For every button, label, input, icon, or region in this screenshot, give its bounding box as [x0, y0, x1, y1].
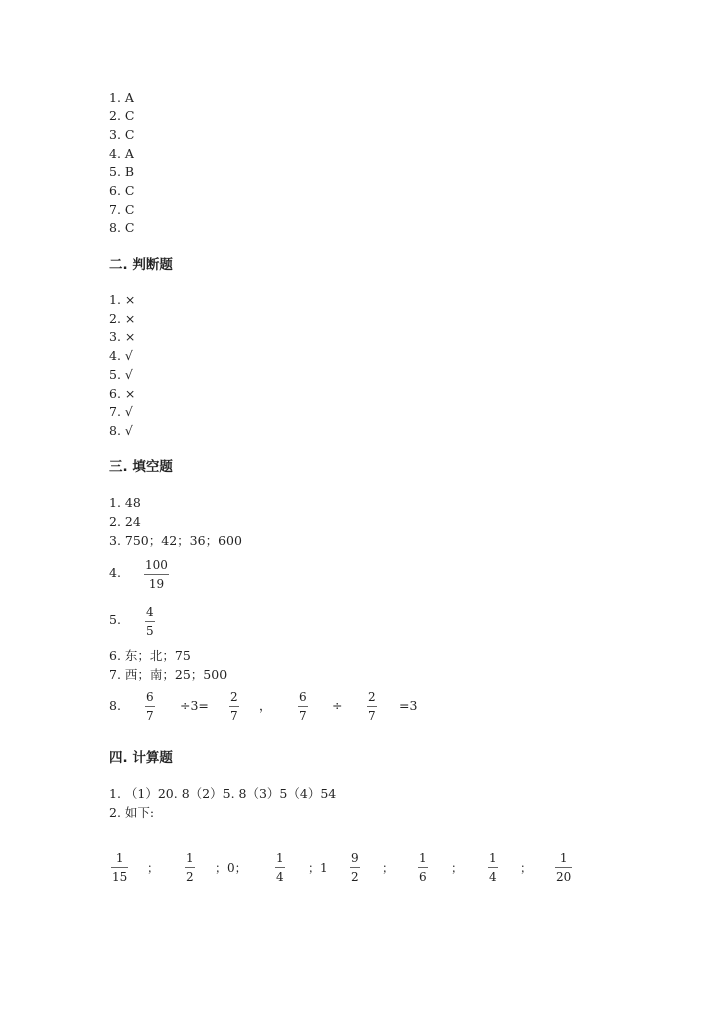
- fraction-numerator: 6: [146, 690, 154, 704]
- fraction-numerator: 4: [146, 605, 154, 619]
- fraction-denominator: 5: [146, 624, 154, 638]
- fraction-numerator: 1: [489, 851, 497, 865]
- s3-answer-5-fraction: [145, 605, 155, 638]
- section-title-judgement: 二. 判断题: [109, 257, 173, 273]
- s3-answer-8-result: =3: [399, 698, 418, 713]
- fraction-denominator: 2: [351, 870, 359, 884]
- s3-answer-7: 7. 西；南；25；500: [109, 667, 228, 682]
- fraction-bar: [185, 867, 195, 868]
- fraction-numerator: 6: [299, 690, 307, 704]
- fraction-bar: [488, 867, 498, 868]
- s1-answer-2: 2. C: [109, 108, 135, 123]
- s3-answer-8-fraction-3: [298, 690, 308, 723]
- fraction-numerator: 9: [351, 851, 359, 865]
- fraction-denominator: 2: [186, 870, 194, 884]
- s1-answer-4: 4. A: [109, 146, 134, 161]
- fraction-numerator: 1: [115, 851, 124, 865]
- s3-answer-8-op-divide: ÷: [332, 698, 343, 713]
- fraction-denominator: 7: [230, 709, 238, 723]
- fraction-bar: [145, 706, 155, 707]
- fraction-numerator: 1: [186, 851, 194, 865]
- s4-row-fraction-5: [418, 851, 428, 884]
- s2-answer-1: 1. ×: [109, 292, 136, 307]
- s4-row-separator-1: ；: [147, 861, 160, 875]
- s4-row-fraction-2: [185, 851, 195, 884]
- fraction-bar: [111, 867, 128, 868]
- s3-answer-2: 2. 24: [109, 514, 141, 529]
- fraction-denominator: 7: [299, 709, 307, 723]
- s4-row-separator-5: ；: [451, 861, 464, 875]
- fraction-denominator: 19: [148, 577, 165, 591]
- s4-row-fraction-6: [488, 851, 498, 884]
- section-title-calculation: 四. 计算题: [109, 750, 173, 766]
- fraction-bar: [555, 867, 572, 868]
- s4-row-separator-3: ；1: [308, 861, 328, 875]
- fraction-bar: [298, 706, 308, 707]
- fraction-denominator: 7: [146, 709, 154, 723]
- fraction-bar: [229, 706, 239, 707]
- fraction-numerator: 100: [145, 558, 168, 572]
- fraction-bar: [350, 867, 360, 868]
- s4-answer-2: 2. 如下:: [109, 805, 155, 820]
- fraction-numerator: 2: [230, 690, 238, 704]
- s1-answer-7: 7. C: [109, 202, 135, 217]
- s3-answer-8-op-divide-3: ÷3=: [180, 698, 209, 713]
- s1-answer-6: 6. C: [109, 183, 135, 198]
- s4-row-fraction-1: [111, 851, 128, 884]
- s4-row-separator-4: ；: [382, 861, 395, 875]
- s2-answer-5: 5. √: [109, 367, 133, 382]
- fraction-bar: [275, 867, 285, 868]
- s4-row-separator-6: ；: [520, 861, 533, 875]
- fraction-denominator: 4: [276, 870, 284, 884]
- s1-answer-3: 3. C: [109, 127, 135, 142]
- s4-row-separator-2: ；0；: [215, 861, 247, 875]
- s1-answer-5: 5. B: [109, 164, 135, 179]
- fraction-bar: [367, 706, 377, 707]
- fraction-numerator: 2: [368, 690, 376, 704]
- s4-answer-1: 1. （1）20. 8（2）5. 8（3）5（4）54: [109, 786, 337, 801]
- s2-answer-3: 3. ×: [109, 329, 136, 344]
- s3-answer-1: 1. 48: [109, 495, 141, 510]
- fraction-denominator: 15: [112, 870, 128, 884]
- s3-answer-8-label: 8.: [109, 698, 121, 713]
- s3-answer-8-fraction-4: [367, 690, 377, 723]
- s2-answer-6: 6. ×: [109, 386, 136, 401]
- s3-answer-4-fraction: [144, 558, 169, 591]
- s4-row-fraction-7: [555, 851, 572, 884]
- s3-answer-8-comma: ，: [259, 698, 272, 713]
- fraction-denominator: 4: [489, 870, 497, 884]
- fraction-denominator: 6: [419, 870, 427, 884]
- fraction-bar: [418, 867, 428, 868]
- s4-row-fraction-4: [350, 851, 360, 884]
- fraction-bar: [145, 621, 155, 622]
- s3-answer-3: 3. 750；42；36；600: [109, 533, 242, 548]
- s3-answer-5-label: 5.: [109, 612, 121, 627]
- s3-answer-4-label: 4.: [109, 565, 121, 580]
- fraction-denominator: 20: [556, 870, 572, 884]
- fraction-numerator: 1: [276, 851, 284, 865]
- s1-answer-8: 8. C: [109, 220, 135, 235]
- fraction-numerator: 1: [559, 851, 568, 865]
- section-title-fill-blank: 三. 填空题: [109, 459, 173, 475]
- s1-answer-1: 1. A: [109, 90, 134, 105]
- fraction-numerator: 1: [419, 851, 427, 865]
- s4-row-fraction-3: [275, 851, 285, 884]
- s3-answer-6: 6. 东；北；75: [109, 648, 191, 663]
- s2-answer-8: 8. √: [109, 423, 133, 438]
- fraction-denominator: 7: [368, 709, 376, 723]
- fraction-bar: [144, 574, 169, 575]
- s2-answer-4: 4. √: [109, 348, 133, 363]
- s3-answer-8-fraction-1: [145, 690, 155, 723]
- s2-answer-2: 2. ×: [109, 311, 136, 326]
- s3-answer-8-fraction-2: [229, 690, 239, 723]
- s2-answer-7: 7. √: [109, 404, 133, 419]
